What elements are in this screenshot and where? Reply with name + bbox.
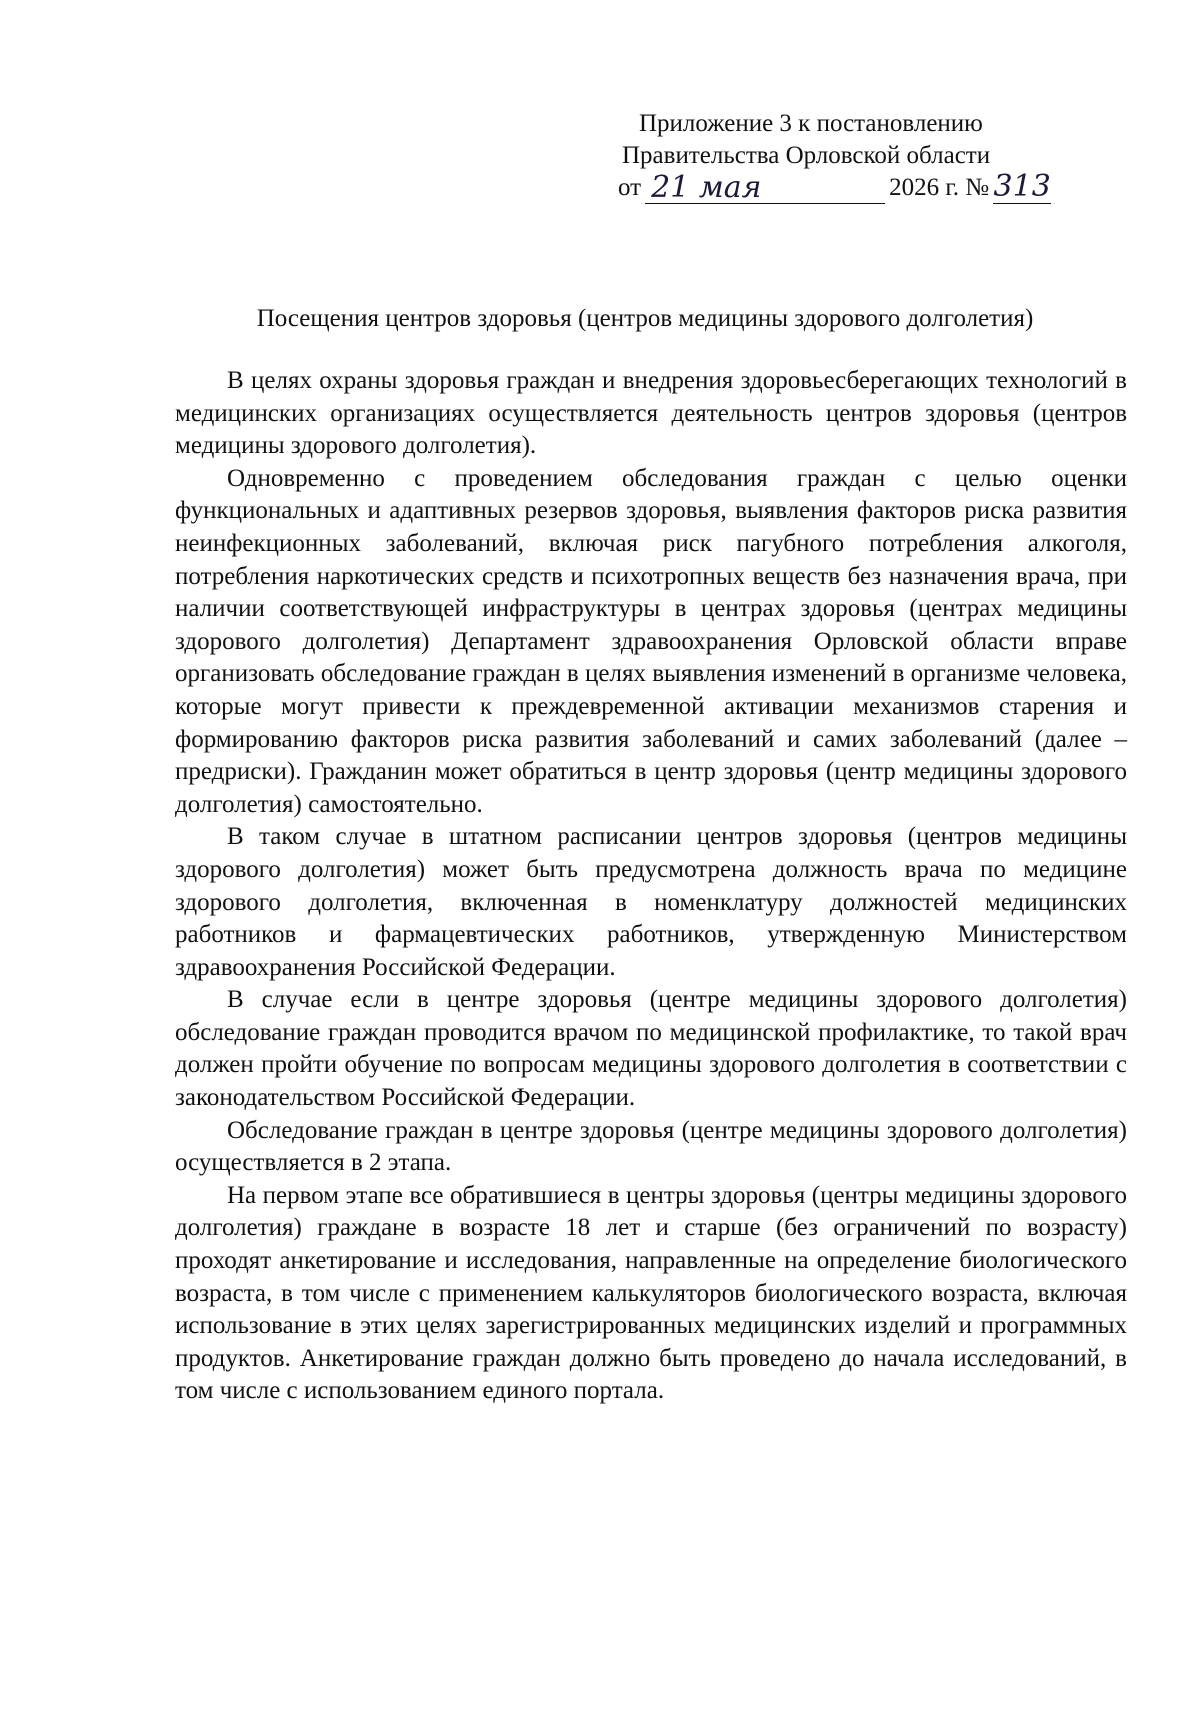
paragraph: В таком случае в штатном расписании центров здоровья (центров медицины здорового долголетия) может быть предусмотрена должность врача по медицине здорового долголетия, включенная в номенклатуру должностей медицинских работников и фармацевтических работников, утвержденную Министерством здравоохранения Российской Федерации. (175, 823, 1127, 981)
appendix-header (614, 108, 1054, 204)
paragraph: На первом этапе все обратившиеся в центры здоровья (центры медицины здорового долголетия) граждане в возрасте 18 лет и старше (без ограничений по возрасту) проходят анкетирование и исследования, направленные на определение биологического возраста, в том числе с применением калькуляторов биологического возраста, включая использование в этих целях зарегистрированных медицинских изделий и программных продуктов. Анкетирование граждан должно быть проведено до начала исследований, в том числе с использованием единого портала. (175, 1181, 1127, 1405)
paragraph: Одновременно с проведением обследования граждан с целью оценки функциональных и адаптивных резервов здоровья, выявления факторов риска развития неинфекционных заболеваний, включая риск пагубного потребления алкоголя, потребления наркотических средств и психотропных веществ без назначения врача, при наличии соответствующей инфраструктуры в центрах здоровья (центрах медицины здорового долголетия) Департамент здравоохранения Орловской области вправе организовать обследование граждан в целях выявления изменений в организме человека, которые могут привести к преждевременной активации механизмов старения и формированию факторов риска развития заболеваний и самих заболеваний (далее – предриски). Гражданин может обратиться в центр здоровья (центр медицины здорового долголетия) самостоятельно. (175, 464, 1127, 818)
paragraph: В случае если в центре здоровья (центре медицины здорового долголетия) обследование граждан проводится врачом по медицинской профилактике, то такой врач должен пройти обучение по вопросам медицины здорового долголетия в соответствии с законодательством Российской Федерации. (175, 986, 1127, 1112)
handwritten-date: 21 мая (645, 174, 885, 204)
paragraph: В целях охраны здоровья граждан и внедрения здоровьесберегающих технологий в медицинских организациях осуществляется деятельность центров здоровья (центров медицины здорового долголетия). (175, 367, 1127, 460)
document-body (175, 365, 1127, 1408)
appendix-line-1: Приложение 3 к постановлению (639, 110, 983, 137)
date-prefix: от (618, 174, 642, 201)
appendix-line-2: Правительства Орловской области (622, 142, 991, 169)
document-title: Посещения центров здоровья (центров медицины здорового долголетия) (256, 305, 1034, 332)
year-number-label: 2026 г. № (889, 174, 990, 201)
paragraph: Обследование граждан в центре здоровья (центре медицины здорового долголетия) осуществляется в 2 этапа. (175, 1116, 1127, 1177)
handwritten-number: 313 (993, 169, 1051, 204)
resolution-date-line (614, 169, 1054, 205)
